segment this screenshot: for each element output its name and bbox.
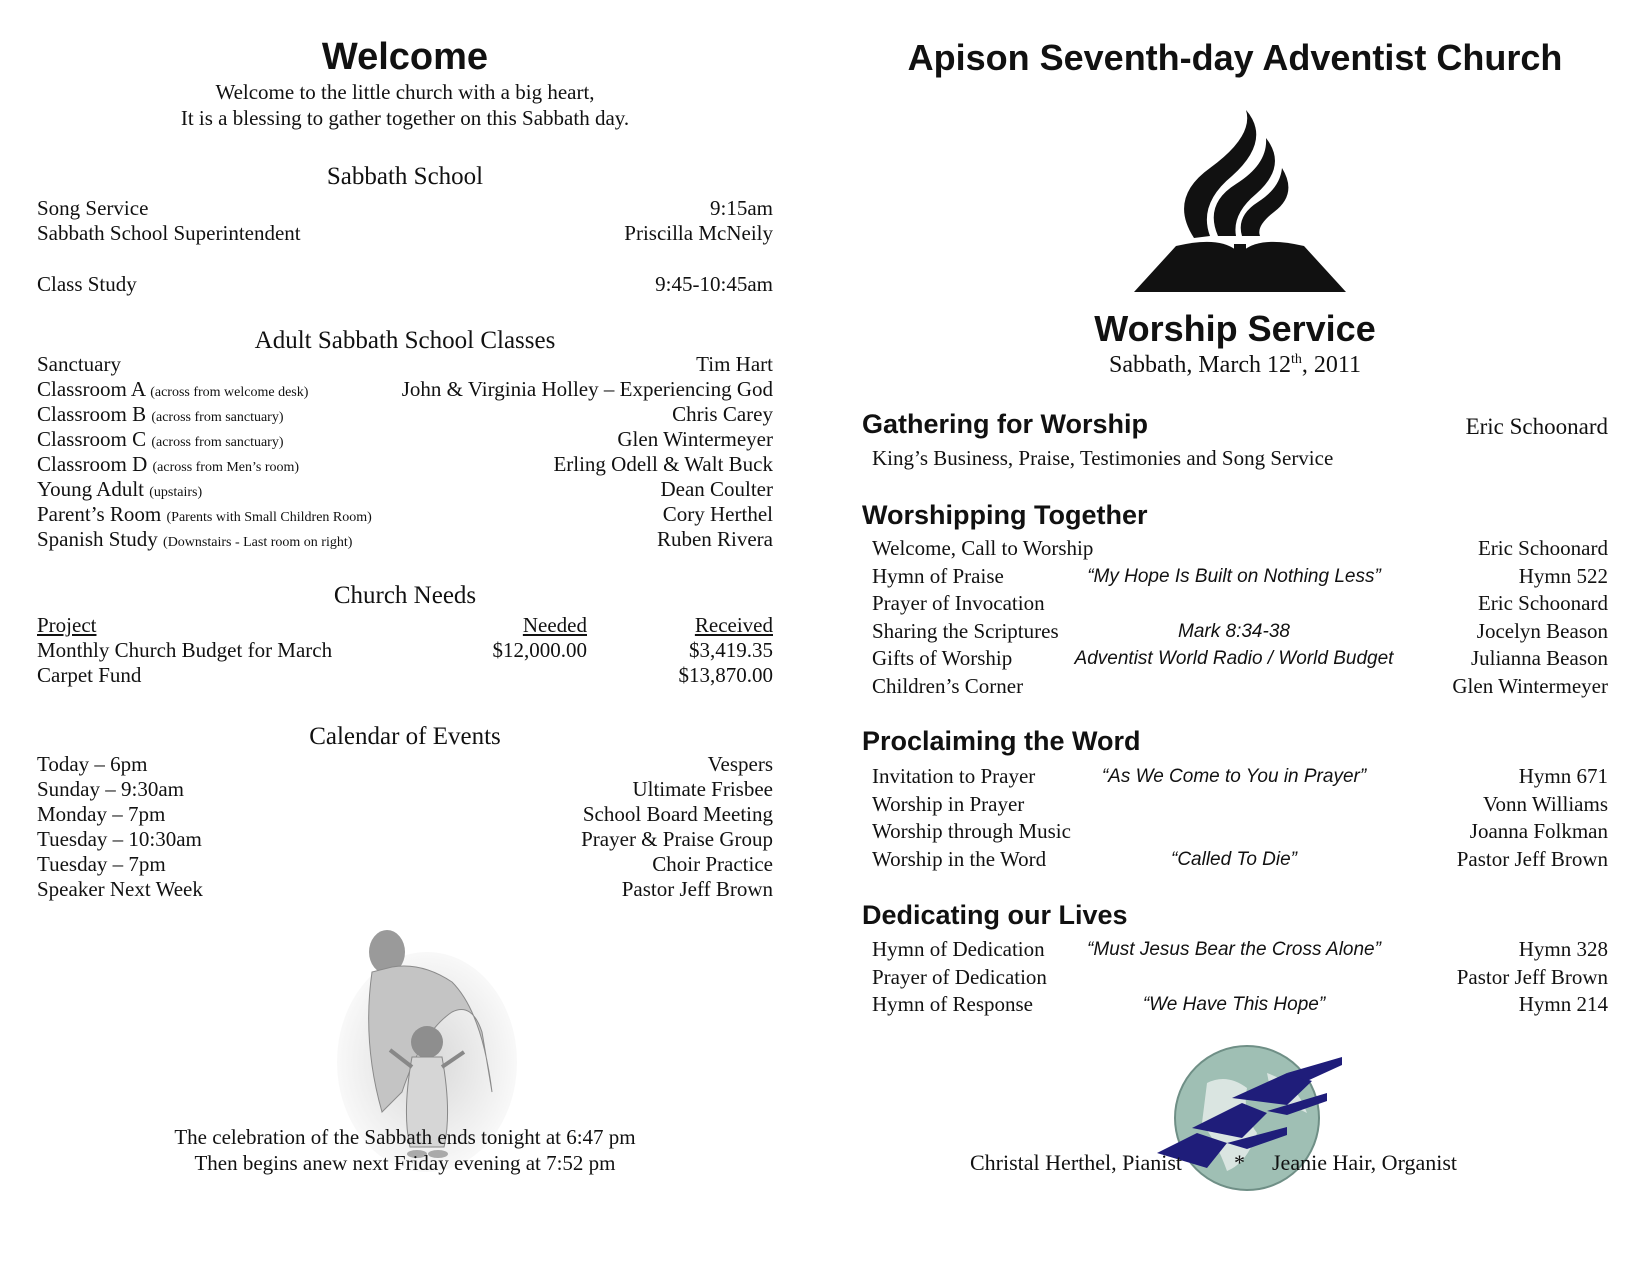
class-teacher: Erling Odell & Walt Buck: [553, 452, 773, 476]
class-room-name: Sanctuary: [37, 352, 121, 376]
service-person: Joanna Folkman: [1469, 819, 1608, 843]
class-room: [37, 402, 284, 427]
service-person: Glen Wintermeyer: [1452, 673, 1608, 698]
class-room-name: Spanish Study: [37, 527, 158, 551]
gathering-subtitle: King’s Business, Praise, Testimonies and Song Service: [872, 446, 1334, 470]
sabbath-row: [37, 272, 773, 302]
organist: Jeanie Hair, Organist: [1272, 1150, 1458, 1175]
service-person: Hymn 214: [1518, 992, 1608, 1016]
calendar-event: Choir Practice: [652, 852, 773, 876]
class-room-note: (Parents with Small Children Room): [166, 510, 372, 525]
service-row: [862, 819, 1608, 849]
service-item: Hymn of Dedication: [872, 937, 1045, 961]
class-room-note: (across from sanctuary): [151, 410, 284, 425]
sunset-line-1: The celebration of the Sabbath ends tonight at 6:47 pm: [174, 1125, 636, 1149]
service-item: Prayer of Invocation: [872, 591, 1045, 615]
sabbath-school-title: Sabbath School: [326, 163, 484, 190]
service-row: [862, 646, 1608, 676]
service-person: Jocelyn Beason: [1476, 618, 1608, 643]
date-year: , 2011: [1301, 352, 1361, 378]
class-room-note: (Downstairs - Last room on right): [163, 535, 353, 550]
service-item: Hymn of Praise: [872, 563, 1004, 588]
service-item: Worship through Music: [872, 819, 1071, 843]
service-item: Invitation to Prayer: [872, 764, 1036, 788]
class-teacher: Chris Carey: [672, 402, 773, 426]
sunset-line-2: Then begins anew next Friday evening at 7:52 pm: [194, 1151, 616, 1175]
welcome-title: Welcome: [321, 36, 489, 78]
class-room: [37, 352, 121, 377]
service-person: Eric Schoonard: [1477, 536, 1608, 560]
service-row: [862, 847, 1608, 877]
class-room-note: (across from Men’s room): [152, 460, 300, 475]
calendar-when: Today – 6pm: [37, 752, 148, 776]
service-row: [862, 619, 1608, 649]
service-detail: Mark 8:34-38: [1178, 620, 1290, 642]
service-item: Gifts of Worship: [872, 646, 1013, 670]
class-room-name: Parent’s Room: [37, 502, 162, 526]
class-room: [37, 527, 352, 552]
service-detail: “Called To Die”: [1170, 848, 1298, 870]
service-row: [862, 937, 1608, 967]
class-room: [37, 452, 299, 477]
received-cell: $3,419.35: [689, 638, 773, 662]
class-room: [37, 477, 202, 502]
service-detail: Adventist World Radio / World Budget: [1074, 648, 1394, 669]
service-person: Pastor Jeff Brown: [1456, 846, 1608, 871]
gathering-title: Gathering for Worship: [862, 409, 1149, 439]
class-room-note: (upstairs): [149, 485, 203, 500]
worshipping-together-title: Worshipping Together: [862, 500, 1148, 530]
service-date: [862, 352, 1608, 379]
church-needs-title: Church Needs: [333, 582, 477, 609]
class-teacher: Cory Herthel: [662, 502, 773, 526]
service-detail: “As We Come to You in Prayer”: [1101, 766, 1367, 787]
service-row: [862, 674, 1608, 704]
date-text: Sabbath, March 12: [1109, 352, 1291, 378]
service-row: [862, 792, 1608, 822]
class-room-name: Classroom A: [37, 377, 145, 401]
service-row: [862, 965, 1608, 995]
date-suffix: th: [1290, 352, 1302, 367]
welcome-line-1: Welcome to the little church with a big heart,: [215, 80, 595, 104]
service-item: Worship in Prayer: [872, 791, 1025, 816]
class-teacher: Glen Wintermeyer: [617, 427, 773, 451]
service-item: Worship in the Word: [872, 846, 1047, 871]
calendar-when: Sunday – 9:30am: [37, 777, 184, 801]
pianist: Christal Herthel, Pianist: [970, 1150, 1183, 1175]
service-person: Hymn 671: [1518, 764, 1608, 788]
calendar-event: Vespers: [707, 752, 773, 776]
calendar-event: Prayer & Praise Group: [581, 827, 773, 851]
received-cell: $13,870.00: [678, 663, 773, 687]
service-person: Pastor Jeff Brown: [1456, 964, 1608, 989]
service-person: Vonn Williams: [1483, 791, 1608, 816]
welcome-line-2: It is a blessing to gather together on this Sabbath day.: [180, 106, 630, 130]
church-name: Apison Seventh-day Adventist Church: [907, 37, 1563, 78]
service-row: [862, 591, 1608, 621]
service-person: Hymn 522: [1518, 563, 1608, 588]
service-row: [862, 536, 1608, 566]
project-header: Project: [37, 613, 97, 637]
calendar-row: [37, 877, 773, 907]
class-room-note: (across from welcome desk): [150, 385, 309, 400]
service-row: [862, 564, 1608, 594]
calendar-event: Pastor Jeff Brown: [621, 877, 773, 901]
calendar-title: Calendar of Events: [309, 723, 501, 750]
needs-row: [37, 663, 773, 693]
row-label: Sabbath School Superintendent: [37, 221, 301, 245]
class-room-name: Young Adult: [37, 477, 144, 501]
service-item: Hymn of Response: [872, 992, 1033, 1016]
class-room-name: Classroom D: [37, 452, 148, 476]
class-room-name: Classroom B: [37, 402, 147, 426]
service-person: Eric Schoonard: [1477, 591, 1608, 615]
service-title: Worship Service: [1094, 308, 1376, 349]
proclaiming-title: Proclaiming the Word: [862, 726, 1141, 756]
class-teacher: Tim Hart: [696, 352, 773, 376]
service-item: Sharing the Scriptures: [872, 618, 1059, 643]
class-room-name: Classroom C: [37, 427, 147, 451]
separator-star: *: [1234, 1150, 1245, 1175]
service-item: Children’s Corner: [872, 673, 1024, 698]
needed-header: Needed: [522, 613, 587, 637]
calendar-event: Ultimate Frisbee: [632, 777, 773, 801]
service-person: Julianna Beason: [1470, 646, 1608, 670]
class-room-note: (across from sanctuary): [151, 435, 284, 450]
project-cell: Monthly Church Budget for March: [37, 638, 333, 662]
calendar-when: Tuesday – 10:30am: [37, 827, 202, 851]
row-value: 9:15am: [710, 196, 773, 220]
calendar-when: Monday – 7pm: [37, 802, 166, 826]
service-row: [862, 764, 1608, 794]
received-header: Received: [694, 613, 773, 637]
calendar-when: Tuesday – 7pm: [37, 852, 166, 876]
service-detail: “We Have This Hope”: [1142, 994, 1326, 1015]
dedicating-title: Dedicating our Lives: [862, 900, 1128, 930]
classes-title: Adult Sabbath School Classes: [254, 327, 556, 354]
class-room: [37, 377, 308, 402]
class-room: [37, 502, 372, 527]
needed-cell: $12,000.00: [492, 638, 587, 662]
service-person: Hymn 328: [1518, 937, 1608, 961]
adventist-logo-icon: [1128, 108, 1352, 296]
class-row: [37, 527, 773, 557]
row-label: Class Study: [37, 272, 137, 296]
class-teacher: Ruben Rivera: [656, 527, 773, 551]
gathering-leader: Eric Schoonard: [1465, 414, 1608, 439]
row-value: Priscilla McNeily: [624, 221, 773, 245]
sabbath-row: [37, 221, 773, 251]
row-label: Song Service: [37, 196, 149, 220]
calendar-when: Speaker Next Week: [37, 877, 203, 901]
service-detail: “Must Jesus Bear the Cross Alone”: [1087, 939, 1381, 960]
service-item: Prayer of Dedication: [872, 964, 1047, 989]
calendar-event: School Board Meeting: [582, 802, 773, 826]
service-item: Welcome, Call to Worship: [872, 536, 1094, 560]
class-teacher: Dean Coulter: [660, 477, 773, 501]
project-cell: Carpet Fund: [37, 663, 142, 687]
service-row: [862, 992, 1608, 1022]
service-detail: “My Hope Is Built on Nothing Less”: [1087, 565, 1381, 587]
class-room: [37, 427, 284, 452]
class-teacher: John & Virginia Holley – Experiencing God: [401, 377, 773, 401]
row-value: 9:45-10:45am: [655, 272, 773, 296]
